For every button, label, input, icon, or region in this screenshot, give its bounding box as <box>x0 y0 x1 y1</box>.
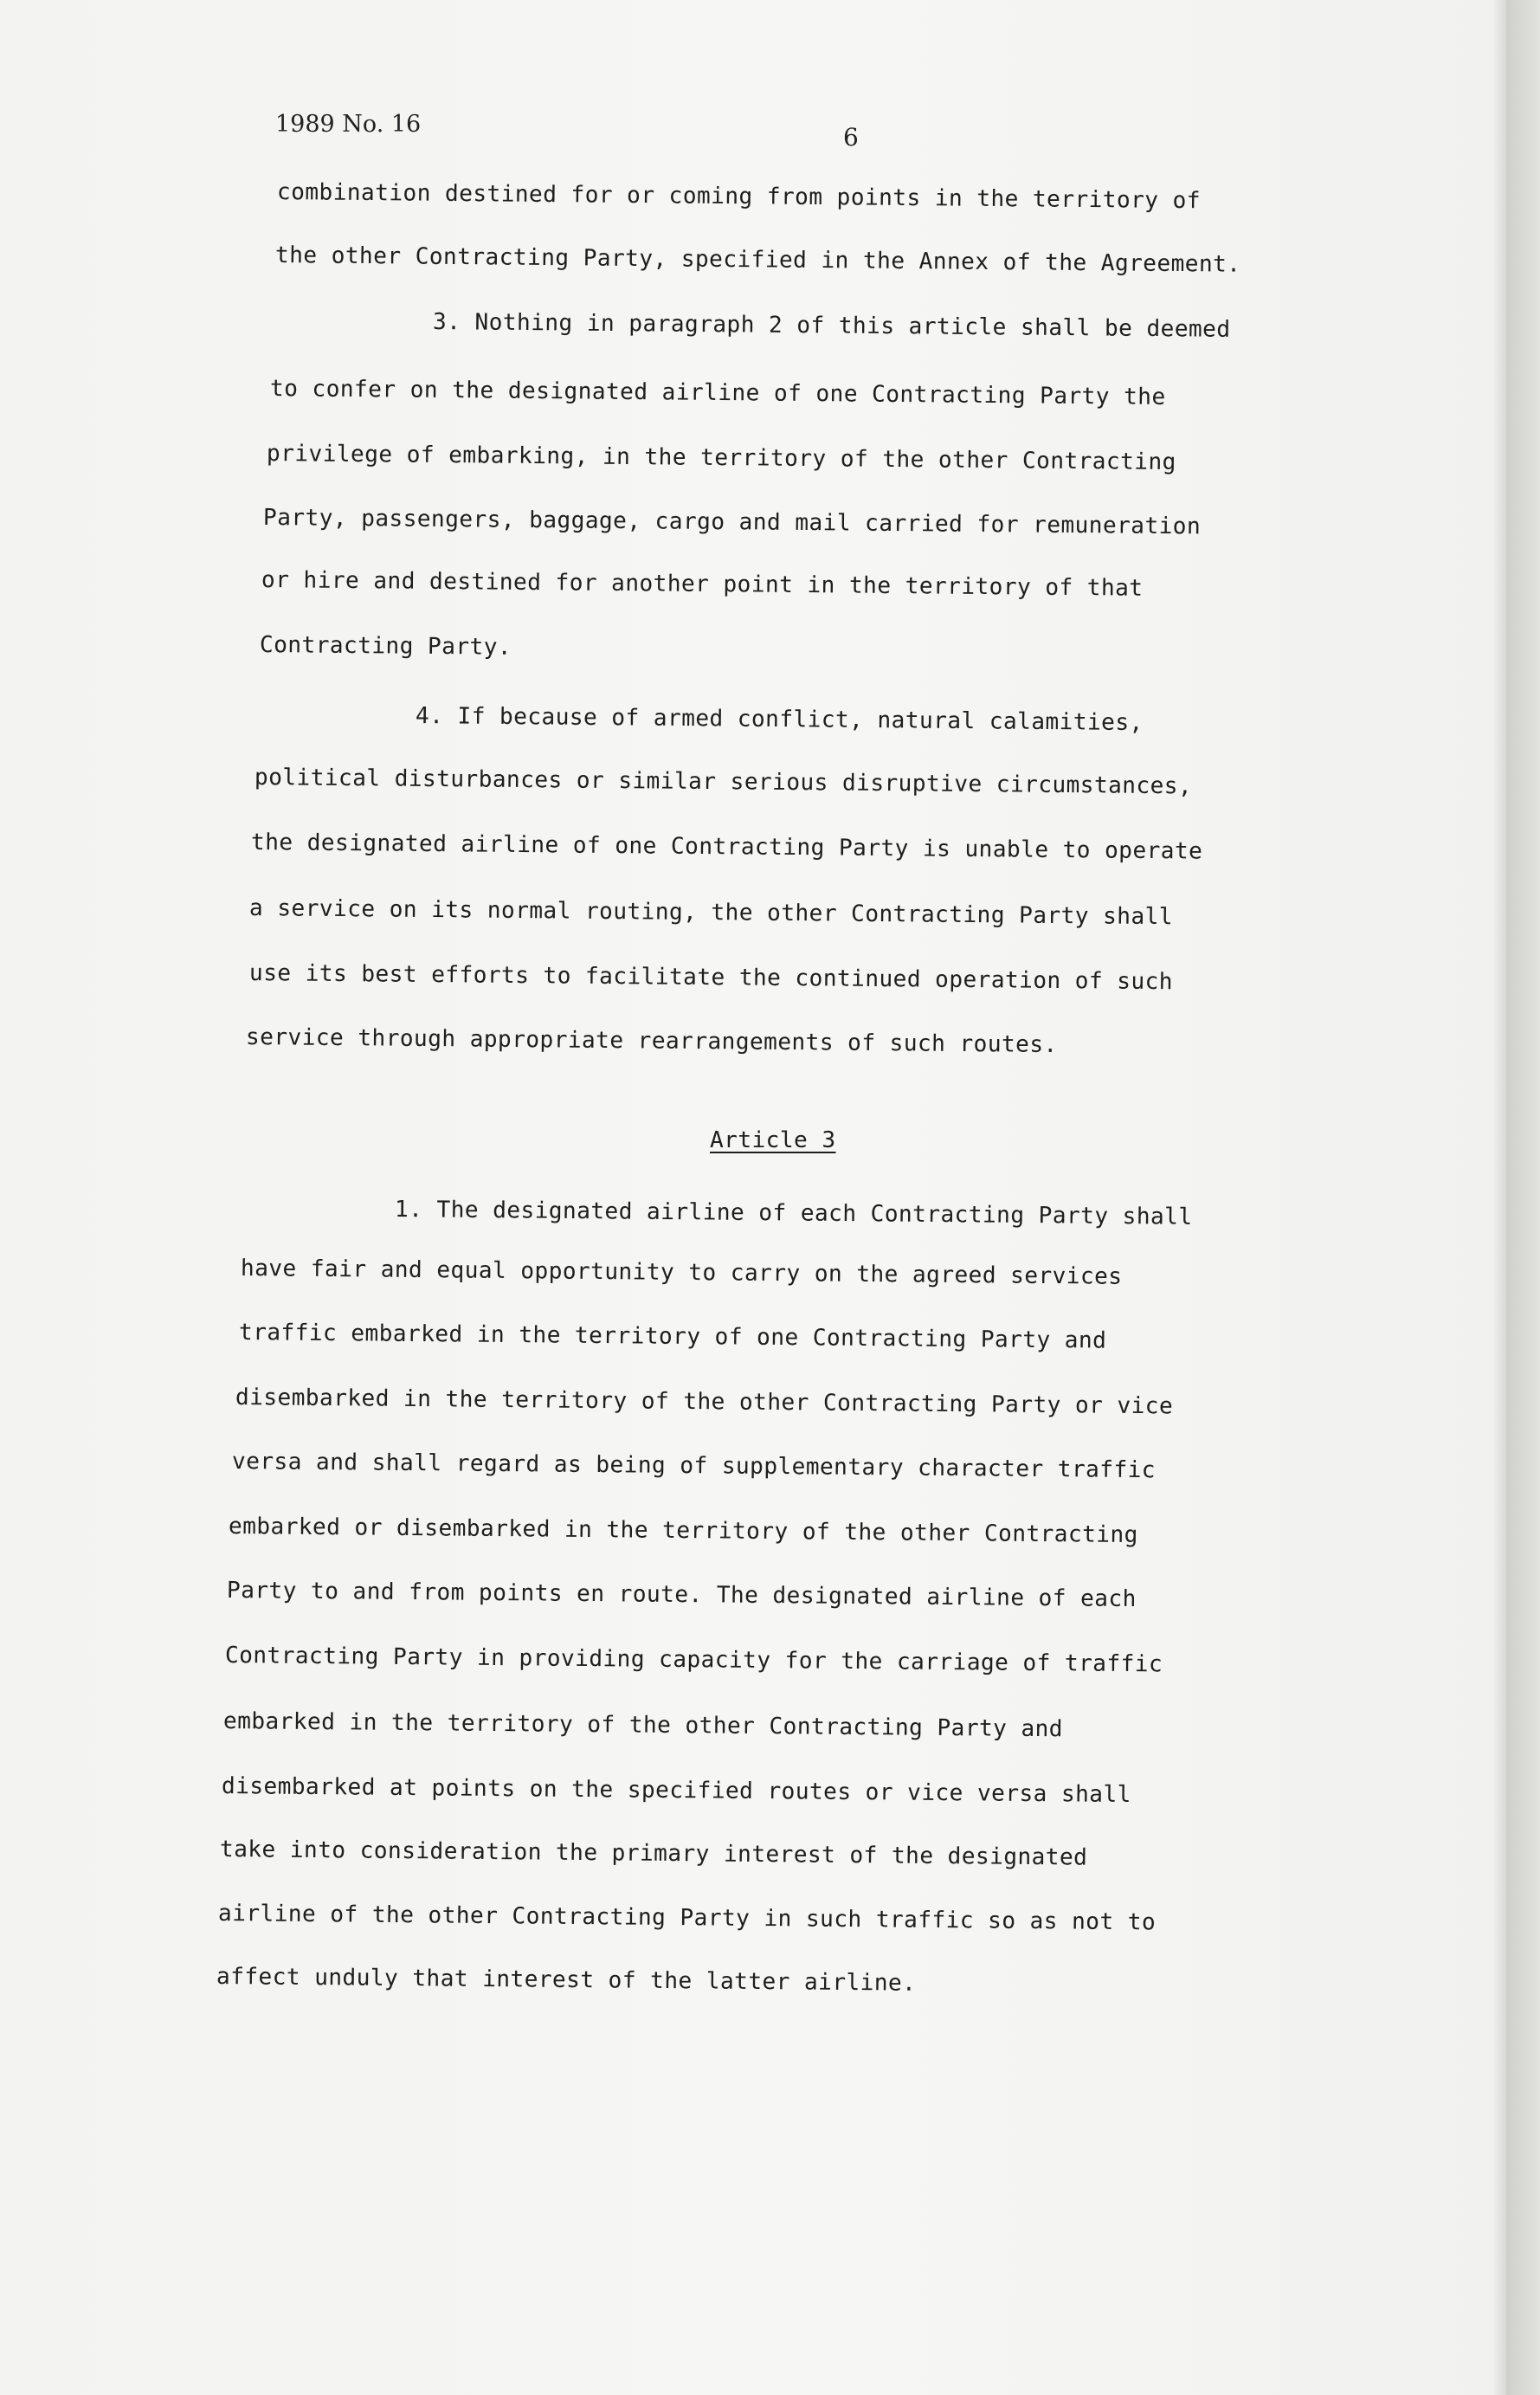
text-line: privilege of embarking, in the territory of the other Contracting <box>266 441 1176 476</box>
text-line: or hire and destined for another point in the territory of that <box>261 567 1144 602</box>
text-line: the designated airline of one Contracting Party is unable to operate <box>250 830 1203 865</box>
text-line: Contracting Party. <box>259 632 512 661</box>
text-line: Party, passengers, baggage, cargo and mail carried for remuneration <box>262 505 1202 540</box>
text-line: versa and shall regard as being of supplementary character traffic <box>231 1449 1157 1484</box>
text-line: Party to and from points en route. The designated airline of each <box>226 1578 1137 1613</box>
text-line: 4. If because of armed conflict, natural calamities, <box>415 703 1144 737</box>
text-line: use its best efforts to facilitate the continued operation of such <box>248 960 1174 996</box>
page-number: 6 <box>843 123 859 152</box>
text-line: disembarked in the territory of the other Contracting Party or vice <box>235 1385 1174 1420</box>
text-line: combination destined for or coming from points in the territory of <box>276 179 1202 215</box>
binding-shadow <box>1506 0 1540 2395</box>
text-line: 3. Nothing in paragraph 2 of this article shall be deemed <box>432 309 1231 343</box>
text-line: disembarked at points on the specified routes or vice versa shall <box>221 1773 1131 1809</box>
text-line: the other Contracting Party, specified in the Annex of the Agreement. <box>274 242 1241 278</box>
text-line: 1. The designated airline of each Contracting Party shall <box>394 1197 1193 1230</box>
text-line: take into consideration the primary interest of the designated <box>219 1837 1088 1871</box>
text-line: airline of the other Contracting Party in such traffic so as not to <box>217 1901 1157 1936</box>
text-line: embarked in the territory of the other Contracting Party and <box>222 1708 1064 1743</box>
text-line: traffic embarked in the territory of one Contracting Party and <box>238 1320 1107 1354</box>
text-line: affect unduly that interest of the latter airline. <box>216 1964 917 1997</box>
text-line: embarked or disembarked in the territory of the other Contracting <box>228 1514 1138 1549</box>
text-line: a service on its normal routing, the other Contracting Party shall <box>248 895 1174 931</box>
page-edge <box>1494 0 1506 2395</box>
text-line: have fair and equal opportunity to carry on the agreed services <box>240 1256 1123 1290</box>
text-line: Contracting Party in providing capacity for the carriage of traffic <box>224 1643 1163 1678</box>
publication-header: 1989 No. 16 <box>275 111 422 138</box>
text-line: to confer on the designated airline of one Contracting Party the <box>269 376 1166 410</box>
text-line: service through appropriate rearrangements of such routes. <box>245 1024 1058 1058</box>
text-line: political disturbances or similar serious disruptive circumstances, <box>254 765 1193 800</box>
article-heading: Article 3 <box>710 1127 836 1153</box>
